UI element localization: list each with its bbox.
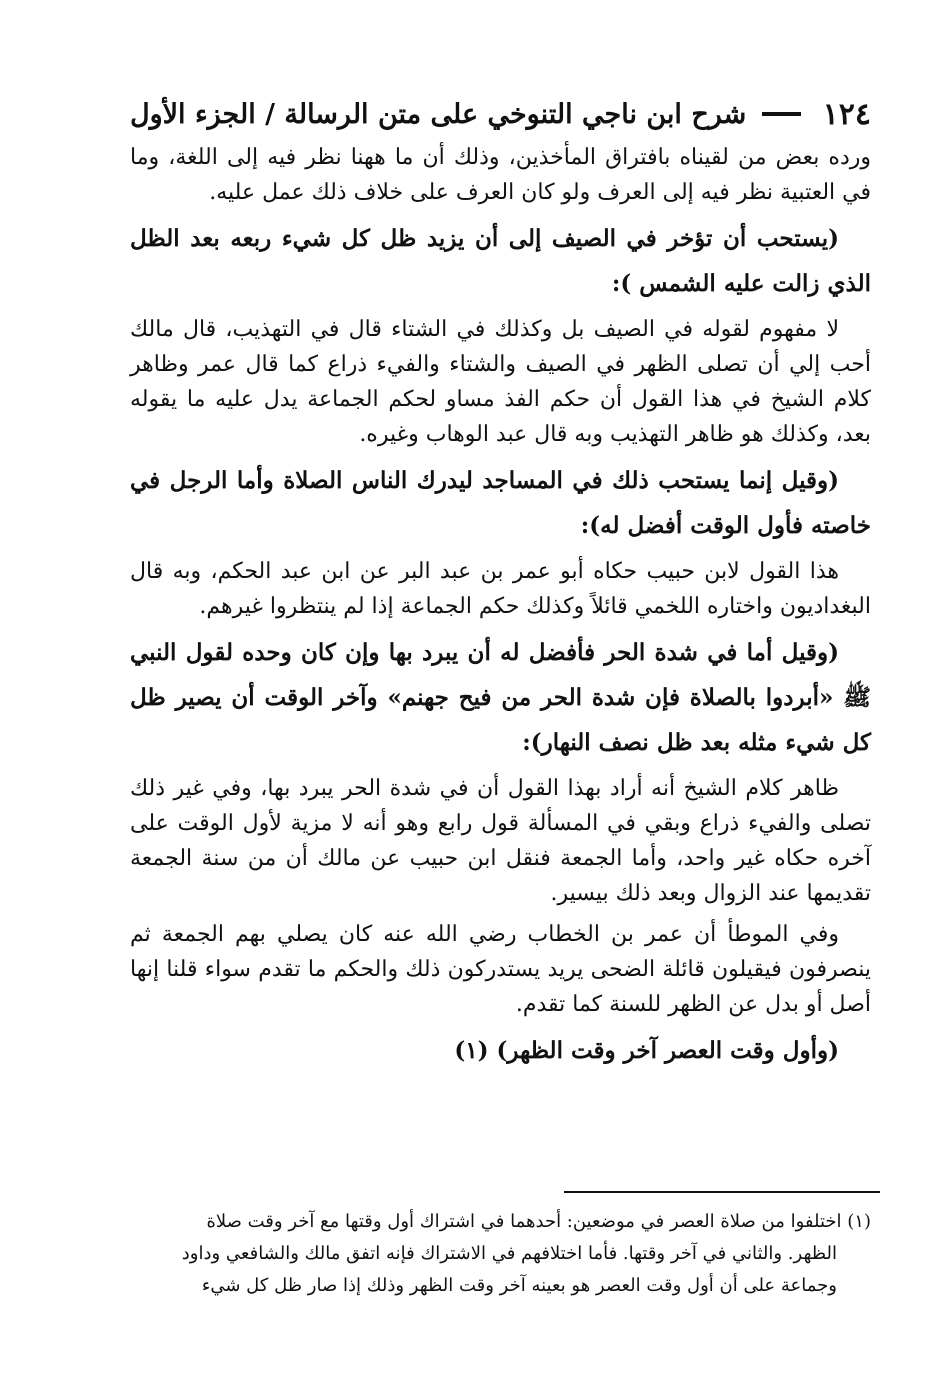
paragraph-5: وفي الموطأ أن عمر بن الخطاب رضي الله عنه كان يصلي بهم الجمعة ثم ينصرفون فيقيلون قائلة الضحى يريد يستدركون ذلك والحكم ما تقدم سواء قلنا إنها أصل أو بدل عن الظهر للسنة كما تقدم. — [130, 922, 871, 1017]
paragraph-2: لا مفهوم لقوله في الصيف بل وكذلك في الشتاء قال في التهذيب، قال مالك أحب إلي أن تصلى الظهر في الصيف والشتاء والفيء ذراع كما قال عمر وظاهر كلام الشيخ في هذا القول أن حكم الفذ مساو لحكم الجماعة يدل عليه ما يقوله بعد، وكذلك هو ظاهر التهذيب وبه قال عبد الوهاب وغيره. — [130, 317, 871, 447]
matn-1: (يستحب أن تؤخر في الصيف إلى أن يزيد ظل كل شيء ربعه بعد الظل الذي زالت عليه الشمس ): — [130, 225, 871, 297]
footnotes — [130, 1206, 871, 1302]
paragraph-4: ظاهر كلام الشيخ أنه أراد بهذا القول أن في شدة الحر يبرد بها، وفي غير ذلك تصلى والفيء ذراع وبقي في المسألة قول رابع وهو أنه لا مزية لأول الوقت على آخره حكاه غير واحد، وأما الجمعة فنقل ابن حبيب عن مالك أن من سنة الجمعة تقديمها عند الزوال وبعد ذلك بيسير. — [130, 776, 871, 906]
matn-4: (وأول وقت العصر آخر وقت الظهر) (١) — [454, 1037, 839, 1064]
header-rule — [762, 112, 800, 116]
page-number: ١٢٤ — [822, 96, 871, 132]
running-title: شرح ابن ناجي التنوخي على متن الرسالة / الجزء الأول — [130, 98, 747, 130]
paragraph-3: هذا القول لابن حبيب حكاه أبو عمر بن عبد البر عن ابن عبد الحكم، وبه قال البغداديون واختاره اللخمي قائلاً وكذلك حكم الجماعة إذا لم ينتظروا غيرهم. — [130, 559, 871, 619]
matn-2: (وقيل إنما يستحب ذلك في المساجد ليدرك الناس الصلاة وأما الرجل في خاصته فأول الوقت أفضل له): — [130, 467, 871, 539]
footnote-line-2: الظهر. والثاني في آخر وقتها. فأما اختلافهم في الاشتراك فإنه اتفق مالك والشافعي وداود — [181, 1243, 837, 1264]
page-header — [130, 92, 871, 136]
footnote-separator — [564, 1191, 880, 1193]
main-text — [130, 140, 871, 1079]
footnote-line-1: (١) اختلفوا من صلاة العصر في موضعين: أحدهما في اشتراك أول وقتها مع آخر وقت صلاة — [206, 1211, 871, 1232]
footnote-line-3: وجماعة على أن أول وقت العصر هو بعينه آخر وقت الظهر وذلك إذا صار ظل كل شيء — [201, 1275, 837, 1296]
paragraph-1: ورده بعض من لقيناه بافتراق المأخذين، وذلك أن ما ههنا نظر فيه إلى اللغة، وما في العتبية نظر فيه إلى العرف ولو كان العرف على خلاف ذلك عمل عليه. — [130, 145, 871, 205]
matn-3: (وقيل أما في شدة الحر فأفضل له أن يبرد بها وإن كان وحده لقول النبي ﷺ «أبردوا بالصلاة فإن شدة الحر من فيح جهنم» وآخر الوقت أن يصير ظل كل شيء مثله بعد ظل نصف النهار): — [130, 639, 871, 756]
